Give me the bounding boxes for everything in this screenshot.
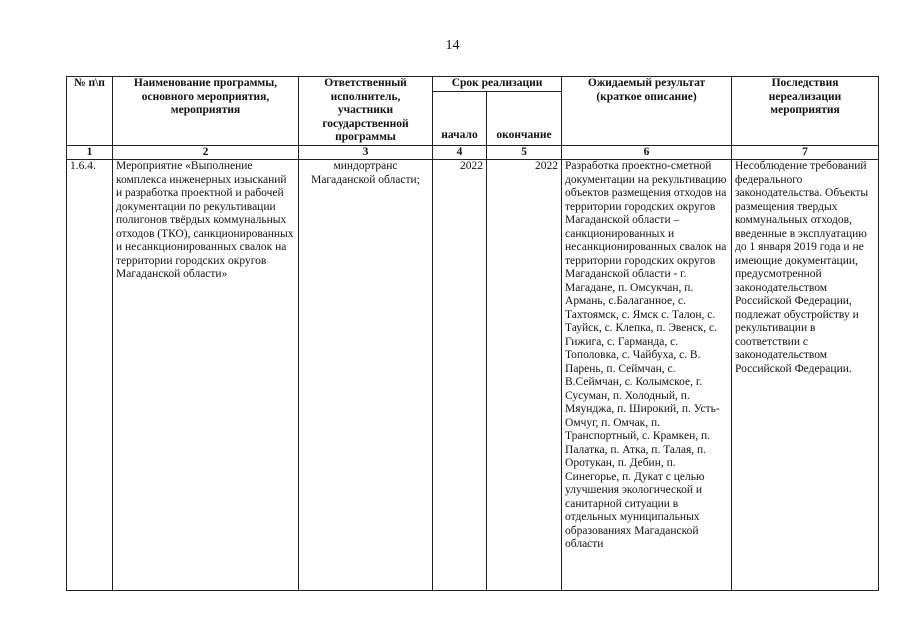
column-number: 3 — [299, 145, 433, 160]
program-table — [66, 76, 879, 591]
header-row — [67, 77, 879, 92]
column-number: 6 — [562, 145, 732, 160]
row-program-name: Мероприятие «Выполнение комплекса инженерных изысканий и разработка проектной и рабочей документации по рекультивации полигонов твёрдых коммунальных отходов (ТКО), санкционированных и несанкционированных свалок на территории городских округов Магаданской области» — [113, 160, 299, 591]
header-number: № п\п — [67, 77, 113, 146]
table-row — [67, 160, 879, 591]
row-end-year: 2022 — [487, 160, 562, 591]
row-executor: миндортранс Магаданской области; — [299, 160, 433, 591]
column-number: 5 — [487, 145, 562, 160]
row-expected-result: Разработка проектно-сметной документации на рекультивацию объектов размещения отходов на территории городских округов Магаданской области – санкционированных и несанкционированных свалок на территории городских округов Магаданской области - г. Магадане, п. Омсукчан, п. Армань, с.Балаганное, с. Тахтоямск, с. Ямск с. Талон, с. Тауйск, с. Клепка, п. Эвенск, с. Гижига, с. Гарманда, с. Тополовка, с. Чайбуха, с. В. Парень, п. Сеймчан, с. В.Сеймчан, с. Колымское, г. Сусуман, п. Холодный, п. Мяунджа, п. Широкий, п. Усть-Омчуг, п. Омчак, п. Транспортный, с. Крамкен, п. Палатка, п. Атка, п. Талая, п. Оротукан, п. Дебин, п. Синегорье, п. Дукат с целью улучшения экологической и санитарной ситуации в отдельных муниципальных образованиях Магаданской области — [562, 160, 732, 591]
header-timeline: Срок реализации — [433, 77, 562, 92]
column-number-row — [67, 145, 879, 160]
header-end: окончание — [487, 92, 562, 145]
column-number: 4 — [433, 145, 487, 160]
header-executor: Ответственный исполнитель, участники государственной программы — [299, 77, 433, 146]
page-number: 14 — [445, 38, 460, 53]
column-number: 1 — [67, 145, 113, 160]
header-start: начало — [433, 92, 487, 145]
row-number: 1.6.4. — [67, 160, 113, 591]
header-program-name: Наименование программы, основного мероприятия, мероприятия — [113, 77, 299, 146]
header-expected-result: Ожидаемый результат (краткое описание) — [562, 77, 732, 146]
header-consequences: Последствия нереализации мероприятия — [732, 77, 879, 146]
column-number: 2 — [113, 145, 299, 160]
row-start-year: 2022 — [433, 160, 487, 591]
column-number: 7 — [732, 145, 879, 160]
row-consequences: Несоблюдение требований федерального законодательства. Объекты размещения твердых коммунальных отходов, введенные в эксплуатацию до 1 января 2019 года и не имеющие документации, предусмотренной законодательством Российской Федерации, подлежат обустройству и рекультивации в соответствии с законодательством Российской Федерации. — [732, 160, 879, 591]
